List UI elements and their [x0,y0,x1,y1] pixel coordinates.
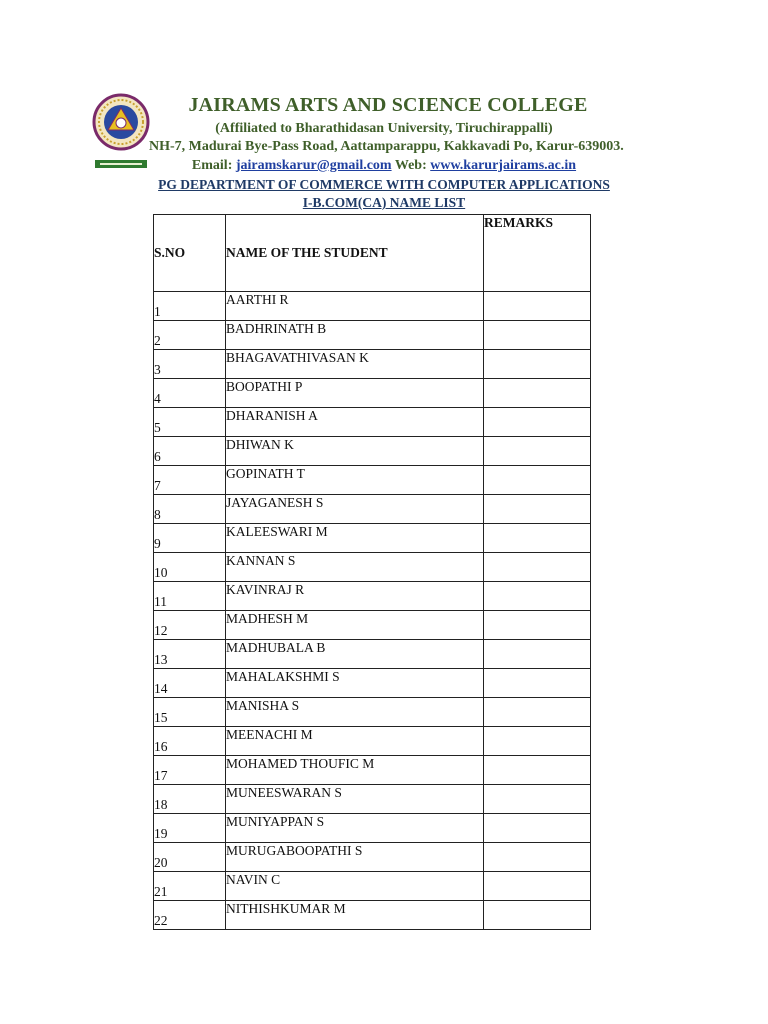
remarks-cell [484,814,591,843]
serial-number-cell: 20 [154,843,226,872]
table-row [154,640,591,669]
remarks-cell [484,756,591,785]
student-name-cell: MADHESH M [226,611,484,640]
college-header [150,93,618,138]
student-name-cell: MEENACHI M [226,727,484,756]
serial-number-cell: 11 [154,582,226,611]
serial-number-cell: 13 [154,640,226,669]
student-name-cell: DHARANISH A [226,408,484,437]
serial-number-cell: 7 [154,466,226,495]
table-row [154,756,591,785]
student-name-cell: MOHAMED THOUFIC M [226,756,484,785]
web-label: Web: [394,158,427,173]
remarks-cell [484,901,591,930]
serial-number-cell: 5 [154,408,226,437]
remarks-cell [484,640,591,669]
student-name-cell: KAVINRAJ R [226,582,484,611]
college-name: JAIRAMS ARTS AND SCIENCE COLLEGE [188,94,588,116]
remarks-cell [484,843,591,872]
serial-number-cell: 4 [154,379,226,408]
serial-number-cell: 10 [154,553,226,582]
table-row [154,495,591,524]
student-name-cell: GOPINATH T [226,466,484,495]
table-row [154,292,591,321]
table-row [154,582,591,611]
remarks-cell [484,698,591,727]
serial-number-cell: 3 [154,350,226,379]
student-name-cell: MAHALAKSHMI S [226,669,484,698]
remarks-cell [484,872,591,901]
serial-number-cell: 22 [154,901,226,930]
remarks-cell [484,582,591,611]
remarks-cell [484,495,591,524]
serial-number-cell: 2 [154,321,226,350]
remarks-cell [484,379,591,408]
serial-number-cell: 8 [154,495,226,524]
remarks-cell [484,785,591,814]
remarks-cell [484,524,591,553]
remarks-cell [484,321,591,350]
roster-body [154,292,591,930]
college-address: NH-7, Madurai Bye-Pass Road, Aattamparappu, Kakkavadi Po, Karur-639003. [149,139,624,154]
remarks-cell [484,727,591,756]
table-row [154,408,591,437]
email-label: Email: [191,158,233,173]
remarks-cell [484,437,591,466]
table-row [154,901,591,930]
student-name-cell: BHAGAVATHIVASAN K [226,350,484,379]
serial-number-cell: 17 [154,756,226,785]
student-name-cell: MANISHA S [226,698,484,727]
student-name-cell: NITHISHKUMAR M [226,901,484,930]
serial-number-cell: 14 [154,669,226,698]
table-row [154,698,591,727]
table-row [154,611,591,640]
table-row [154,379,591,408]
remarks-cell [484,292,591,321]
table-row [154,466,591,495]
name-list-title: I-B.COM(CA) NAME LIST [302,195,466,210]
table-row [154,814,591,843]
serial-number-cell: 6 [154,437,226,466]
student-name-cell: JAYAGANESH S [226,495,484,524]
table-row [154,843,591,872]
student-name-cell: KALEESWARI M [226,524,484,553]
serial-number-cell: 1 [154,292,226,321]
student-name-cell: NAVIN C [226,872,484,901]
remarks-cell [484,669,591,698]
college-emblem-icon [92,88,150,170]
student-name-cell: MURUGABOOPATHI S [226,843,484,872]
department-title: PG DEPARTMENT OF COMMERCE WITH COMPUTER APPLICATIONS [158,177,610,192]
student-name-cell: MUNEESWARAN S [226,785,484,814]
table-row [154,785,591,814]
table-row [154,669,591,698]
student-name-cell: DHIWAN K [226,437,484,466]
serial-number-cell: 19 [154,814,226,843]
remarks-cell [484,350,591,379]
serial-number-cell: 12 [154,611,226,640]
serial-number-cell: 21 [154,872,226,901]
affiliation: (Affiliated to Bharathidasan University, Tiruchirappalli) [215,121,553,136]
table-row [154,350,591,379]
email-link[interactable]: jairamskarur@gmail.com [235,158,392,173]
table-row [154,553,591,582]
student-name-cell: MADHUBALA B [226,640,484,669]
table-row [154,872,591,901]
serial-number-cell: 18 [154,785,226,814]
remarks-cell [484,611,591,640]
serial-number-cell: 15 [154,698,226,727]
serial-number-cell: 9 [154,524,226,553]
sno-header: S.NO [154,215,226,292]
remarks-header: REMARKS [484,215,591,292]
serial-number-cell: 16 [154,727,226,756]
table-row [154,727,591,756]
student-name-cell: AARTHI R [226,292,484,321]
table-row [154,524,591,553]
web-link[interactable]: www.karurjairams.ac.in [430,158,577,173]
table-row [154,321,591,350]
table-row [154,437,591,466]
student-roster-table [153,214,591,930]
remarks-cell [484,466,591,495]
contact-line [150,157,618,175]
table-header-row [154,215,591,292]
student-name-cell: BADHRINATH B [226,321,484,350]
student-name-header: NAME OF THE STUDENT [226,215,484,292]
remarks-cell [484,553,591,582]
student-name-cell: BOOPATHI P [226,379,484,408]
remarks-cell [484,408,591,437]
student-name-cell: KANNAN S [226,553,484,582]
student-name-cell: MUNIYAPPAN S [226,814,484,843]
